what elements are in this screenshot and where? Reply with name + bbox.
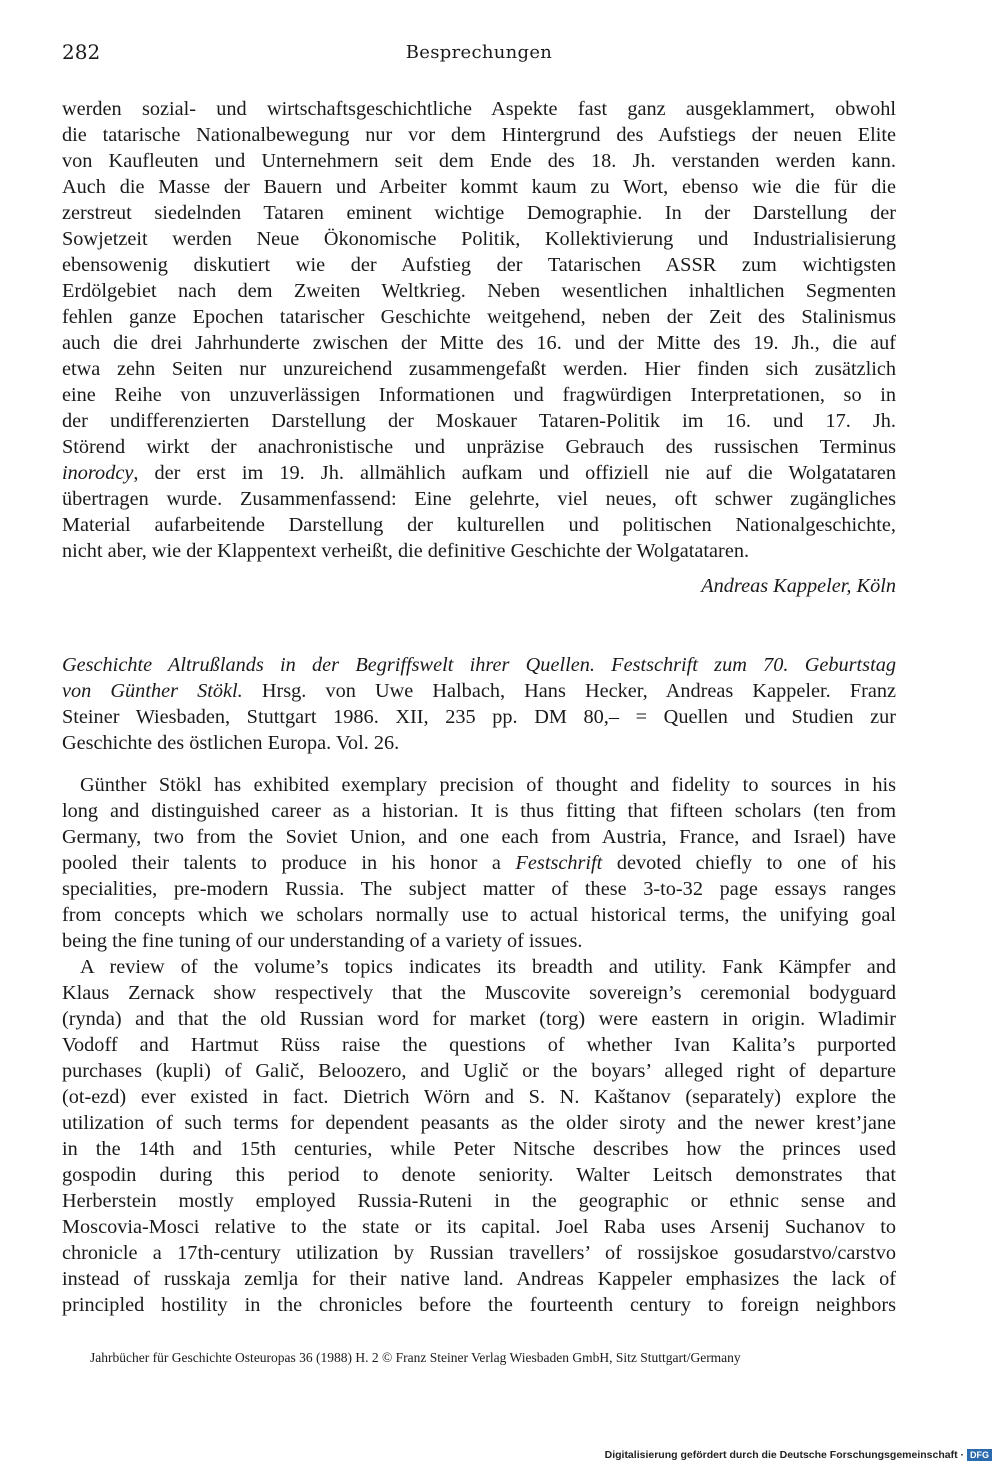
text-line: instead of russkaja zemlja for their native land. Andreas Kappeler emphasizes the lack of: [62, 1268, 896, 1290]
text-line: (rynda) and that the old Russian word for market (torg) were eastern in origin. Wladimir: [62, 1008, 896, 1030]
text-line: werden sozial- und wirtschaftsgeschichtliche Aspekte fast ganz ausgeklammert, obwohl: [62, 98, 896, 120]
text-line: Herberstein mostly employed Russia-Ruteni in the geographic or ethnic sense and: [62, 1190, 896, 1212]
text-line: being the fine tuning of our understanding of a variety of issues.: [62, 930, 583, 952]
publication-line: Geschichte des östlichen Europa. Vol. 26.: [62, 732, 400, 754]
journal-footer: Jahrbücher für Geschichte Osteuropas 36 (1988) H. 2 © Franz Steiner Verlag Wiesbaden GmbH, Sitz Stuttgart/Germany: [90, 1350, 741, 1365]
text-line: Germany, two from the Soviet Union, and one each from Austria, France, and Israel) have: [62, 826, 896, 848]
text-line: Klaus Zernack show respectively that the Muscovite sovereign’s ceremonial bodyguard: [62, 982, 896, 1004]
review2-paragraph-1: [62, 772, 896, 954]
text-line: in the 14th and 15th centuries, while Peter Nitsche describes how the princes used: [62, 1138, 896, 1160]
text-line: Material aufarbeitende Darstellung der kulturellen und politischen Nationalgeschichte,: [62, 514, 896, 536]
text-line: from concepts which we scholars normally use to actual historical terms, the unifying goal: [62, 904, 896, 926]
text-line: gospodin during this period to denote seniority. Walter Leitsch demonstrates that: [62, 1164, 896, 1186]
text-line: chronicle a 17th-century utilization by Russian travellers’ of rossijskoe gosudarstvo/carstvo: [62, 1242, 896, 1264]
text-line: zerstreut siedelnden Tataren eminent wichtige Demographie. In der Darstellung der: [62, 202, 896, 224]
italic-term: inorodcy: [62, 462, 134, 484]
text-line: Störend wirkt der anachronistische und unpräzise Gebrauch des russischen Terminus: [62, 436, 896, 458]
review1-text: [62, 96, 896, 564]
editors: Hrsg. von Uwe Halbach, Hans Hecker, Andreas Kappeler. Franz: [242, 680, 896, 702]
text-line: inorodcy, der erst im 19. Jh. allmählich aufkam und offiziell nie auf die Wolgatataren: [62, 462, 896, 484]
book-title-line: von Günther Stökl. Hrsg. von Uwe Halbach, Hans Hecker, Andreas Kappeler. Franz: [62, 680, 896, 702]
text-line: ebensowenig diskutiert wie der Aufstieg der Tatarischen ASSR zum wichtigsten: [62, 254, 896, 276]
credit-text: Digitalisierung gefördert durch die Deutsche Forschungsgemeinschaft ·: [604, 1449, 964, 1461]
text-line: specialities, pre-modern Russia. The subject matter of these 3-to-32 page essays ranges: [62, 878, 896, 900]
text-line: (ot-ezd) ever existed in fact. Dietrich Wörn and S. N. Kaštanov (separately) explore the: [62, 1086, 896, 1108]
text-line: die tatarische Nationalbewegung nur vor dem Hintergrund des Aufstiegs der neuen Elite: [62, 124, 896, 146]
text-line: Sowjetzeit werden Neue Ökonomische Politik, Kollektivierung und Industrialisierung: [62, 228, 896, 250]
publication-line: Steiner Wiesbaden, Stuttgart 1986. XII, 235 pp. DM 80,– = Quellen und Studien zur: [62, 706, 896, 728]
running-title: Besprechungen: [405, 42, 553, 63]
text-line: purchases (kupli) of Galič, Beloozero, and Uglič or the boyars’ alleged right of departure: [62, 1060, 896, 1082]
text-line: Günther Stökl has exhibited exemplary precision of thought and fidelity to sources in his: [80, 774, 896, 796]
text-line: etwa zehn Seiten nur unzureichend zusammengefaßt werden. Hier finden sich zusätzlich: [62, 358, 896, 380]
text-line: Moscovia-Mosci relative to the state or its capital. Joel Raba uses Arsenij Suchanov to: [62, 1216, 896, 1238]
reviewer-signature: Andreas Kappeler, Köln: [701, 575, 896, 597]
text-line: auch die drei Jahrhunderte zwischen der Mitte des 16. und der Mitte des 19. Jh., die auf: [62, 332, 896, 354]
text-line: der undifferenzierten Darstellung der Moskauer Tataren-Politik im 16. und 17. Jh.: [62, 410, 896, 432]
italic-term: Festschrift: [515, 852, 603, 874]
text-line: Erdölgebiet nach dem Zweiten Weltkrieg. Neben wesentlichen inhaltlichen Segmenten: [62, 280, 896, 302]
review2-heading: [62, 652, 896, 756]
text-line: Auch die Masse der Bauern und Arbeiter kommt kaum zu Wort, ebenso wie die für die: [62, 176, 896, 198]
page-number: 282: [62, 40, 101, 64]
book-title-line: Geschichte Altrußlands in der Begriffswelt ihrer Quellen. Festschrift zum 70. Geburtstag: [62, 654, 896, 676]
text-line: fehlen ganze Epochen tatarischer Geschichte weitgehend, neben der Zeit des Stalinismus: [62, 306, 896, 328]
text-line: A review of the volume’s topics indicates its breadth and utility. Fank Kämpfer and: [80, 956, 896, 978]
text-line: eine Reihe von unzuverlässigen Informationen und fragwürdigen Interpretationen, so in: [62, 384, 896, 406]
dfg-logo-icon: DFG: [967, 1449, 992, 1461]
text-line: Vodoff and Hartmut Rüss raise the questions of whether Ivan Kalita’s purported: [62, 1034, 896, 1056]
digitization-credit: [605, 1449, 992, 1461]
text-line: pooled their talents to produce in his honor a Festschrift devoted chiefly to one of his: [62, 852, 896, 874]
text-line: übertragen wurde. Zusammenfassend: Eine gelehrte, viel neues, oft schwer zugängliches: [62, 488, 896, 510]
review2-paragraph-2: [62, 954, 896, 1318]
text-line: nicht aber, wie der Klappentext verheißt, die definitive Geschichte der Wolgatataren.: [62, 540, 750, 562]
text-line: principled hostility in the chronicles before the fourteenth century to foreign neighbors: [62, 1294, 896, 1316]
text-line: von Kaufleuten und Unternehmern seit dem Ende des 18. Jh. verstanden werden kann.: [62, 150, 896, 172]
page-header: [62, 40, 896, 70]
text-line: long and distinguished career as a historian. It is thus fitting that fifteen scholars (ten from: [62, 800, 896, 822]
text-line: utilization of such terms for dependent peasants as the older siroty and the newer krest’jane: [62, 1112, 896, 1134]
